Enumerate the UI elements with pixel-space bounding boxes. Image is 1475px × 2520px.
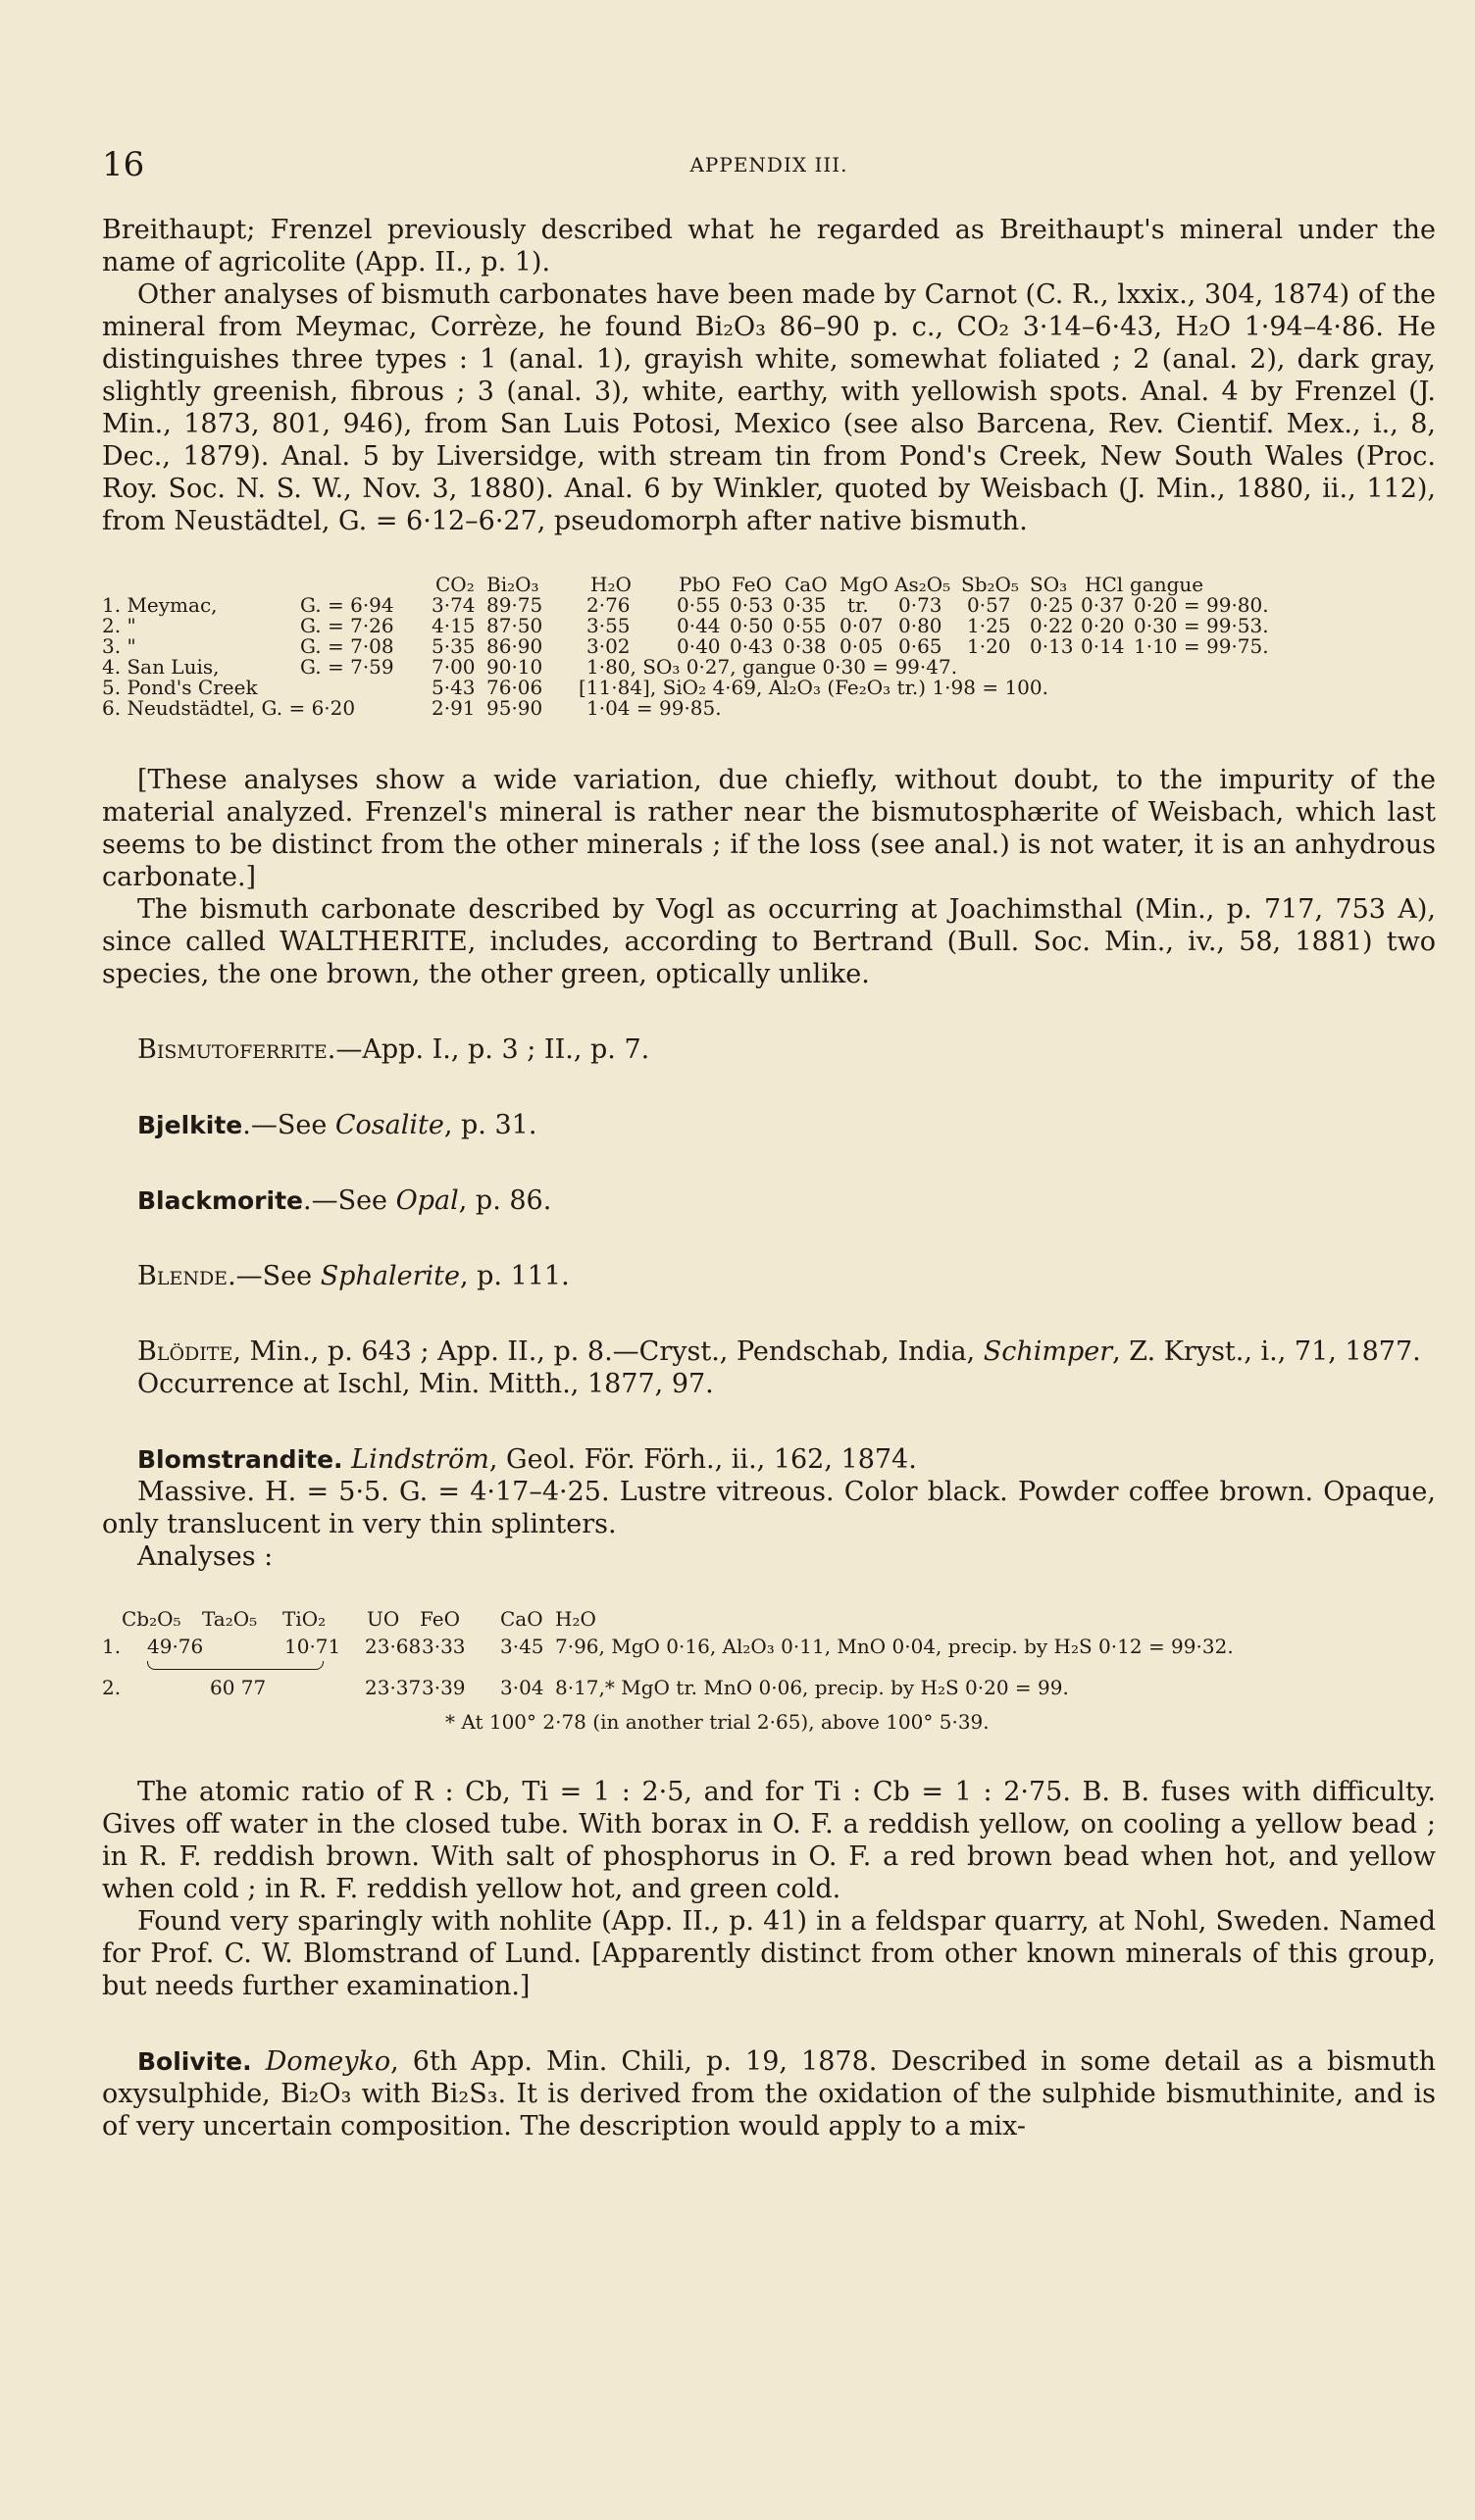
col-header: Cb₂O₅ [122,1607,181,1631]
row-label: 1. Meymac, [102,593,218,617]
row-number: 2. [102,1676,122,1699]
table-cell: 2·91 [432,696,476,720]
entry-name: Bjelkite [137,1111,243,1139]
blomstrandite-analyses-table [102,1606,1436,1739]
entry-text: , Min., p. 643 ; App. II., p. 8.—Cryst., Pendschab, India, [232,1336,984,1367]
blodite-occurrence: Occurrence at Ischl, Min. Mitth., 1877, 97. [137,1369,714,1399]
table-cell: 3·02 [586,634,631,658]
entry-name: Blackmorite [137,1186,303,1215]
table-cell: 0·53 [730,593,774,617]
brace-line [147,1661,324,1670]
table-cell: 0·55 [677,593,721,617]
entry-blomstrandite [102,1443,1436,1476]
table-row [102,616,1436,636]
table-cell: 0·13 [1030,634,1074,658]
table-cell: 0·22 [1030,614,1074,637]
brace-row [102,1661,1436,1675]
row-gravity: G. = 6·94 [300,593,394,617]
entry-text: , p. 111. [459,1261,570,1291]
entry-reference: Sphalerite [320,1261,460,1291]
table-cell: 0·30 = 99·53. [1134,614,1269,637]
table-cell: 90·10 [486,655,543,679]
table-cell: 95·90 [486,696,543,720]
row-label: 4. San Luis, [102,655,220,679]
table-cell: 89·75 [486,593,543,617]
entry-reference: Cosalite [334,1110,444,1140]
table-cell: 7·96, MgO 0·16, Al₂O₃ 0·11, MnO 0·04, precip. by H₂S 0·12 = 99·32. [555,1635,1234,1658]
table-cell: 0·43 [730,634,774,658]
table-cell: 0·57 [967,593,1011,617]
row-label: 5. Pond's Creek [102,676,258,699]
table-cell: 2·76 [586,593,631,617]
blomstrandite-description: Massive. H. = 5·5. G. = 4·17–4·25. Lustre vitreous. Color black. Powder coffee brown. Opaque, only translucent in very thin splinters. [102,1477,1436,1539]
entry-author: Domeyko [265,2046,391,2077]
col-header: H₂O [555,1607,596,1631]
entry-blackmorite [102,1184,1436,1217]
entry-name: Blödite [137,1336,233,1367]
table-cell: 3·45 [500,1635,544,1658]
table-cell: 3·33 [422,1635,466,1658]
table-cell: 0·50 [730,614,774,637]
table-cell: 3·74 [432,593,476,617]
row-gravity: G. = 7·26 [300,614,394,637]
table-cell: 0·35 [783,593,827,617]
table-cell: 8·17,* MgO tr. MnO 0·06, precip. by H₂S 0·20 = 99. [555,1676,1069,1699]
table-cell: 0·44 [677,614,721,637]
col-header: MgO [839,573,889,596]
entry-name: Blomstrandite. [137,1445,343,1474]
entry-reference: Opal [395,1185,459,1216]
entry-text: , Geol. För. Förh., ii., 162, 1874. [488,1444,917,1475]
paragraph-variation-note: [These analyses show a wide variation, due chiefly, without doubt, to the impurity of the material analyzed. Frenzel's mineral is rather near the bismutosphærite of Weisbach, which last seems to be distinct from the other minerals ; if the loss (see anal.) is not water, it is an anhydrous carbonate.] [102,765,1436,892]
paragraph-occurrence: Found very sparingly with nohlite (App. II., p. 41) in a feldspar quarry, at Nohl, Sweden. Named for Prof. C. W. Blomstrand of Lund. [Apparently distinct from other known minerals of this group, but needs further examination.] [102,1906,1436,2001]
table-cell: 1·25 [967,614,1011,637]
entry-bolivite [102,2045,1436,2142]
entry-bjelkite [102,1109,1436,1141]
table-cell: 1·20 [967,634,1011,658]
col-header: Sb₂O₅ [961,573,1019,596]
row-label: 2. " [102,614,136,637]
entry-text: .—See [242,1110,335,1140]
col-header: CaO [785,573,828,596]
row-number: 1. [102,1635,122,1658]
paragraph-waltherite [102,893,1436,990]
col-header: FeO [420,1607,461,1631]
table-cell: 23·37 [365,1676,422,1699]
table-header-row [102,1606,1436,1634]
entry-text: .—App. I., p. 3 ; II., p. 7. [327,1034,650,1065]
col-header: gangue [1130,573,1204,596]
table-cell: 3·04 [500,1676,544,1699]
page [102,137,1436,2142]
table-cell: 0·65 [898,634,942,658]
table-cell: 3·39 [422,1676,466,1699]
table-header-row [102,575,1436,595]
table-row [102,678,1436,698]
table-cell: 0·38 [783,634,827,658]
table-cell: 23·68 [365,1635,422,1658]
row-gravity: G. = 7·08 [300,634,394,658]
col-header: UO [367,1607,400,1631]
table-cell: 1·10 = 99·75. [1134,634,1269,658]
col-header: CO₂ [435,573,475,596]
table-cell: 3·55 [586,614,631,637]
table-cell: 60 77 [210,1676,267,1699]
col-header: HCl [1085,573,1124,596]
table-cell: 0·14 [1081,634,1125,658]
table-cell: 0·40 [677,634,721,658]
col-header: TiO₂ [282,1607,327,1631]
entry-text: , Z. Kryst., i., 71, 1877. [1112,1336,1421,1367]
entry-text: .—See [228,1261,321,1291]
table-cell: 0·20 = 99·80. [1134,593,1269,617]
table-cell: 5·35 [432,634,476,658]
page-header [102,137,1436,196]
table-cell: 10·71 [284,1635,341,1658]
entry-name: Blende [137,1261,229,1291]
table-cell: 76·06 [486,676,543,699]
entry-text: , p. 31. [443,1110,537,1140]
table-cell: 0·80 [898,614,942,637]
entry-bismutoferrite [102,1033,1436,1066]
table-cell: 0·05 [839,634,884,658]
analyses-label: Analyses : [137,1541,274,1572]
table-row [102,1634,1436,1661]
entry-reference: Schimper [983,1336,1113,1367]
table-cell: 1·80, SO₃ 0·27, gangue 0·30 = 99·47. [586,655,958,679]
row-label: 6. Neudstädtel, G. = 6·20 [102,696,356,720]
table-cell: 0·07 [839,614,884,637]
footnote: * At 100° 2·78 (in another trial 2·65), above 100° 5·39. [445,1710,990,1734]
paragraph-atomic-ratio: The atomic ratio of R : Cb, Ti = 1 : 2·5, and for Ti : Cb = 1 : 2·75. B. B. fuses with difficulty. Gives off water in the closed tube. With borax in O. F. a reddish yellow, on cooling a yellow bead ; in R. F. reddish brown. With salt of phosphorus in O. F. a red brown bead when hot, and yellow when cold ; in R. F. reddish yellow hot, and green cold. [102,1777,1436,1904]
entry-text: .—See [302,1185,396,1216]
entry-blodite [102,1336,1436,1368]
running-head: APPENDIX III. [689,153,848,176]
table-cell: 5·43 [432,676,476,699]
table-cell: 0·55 [783,614,827,637]
table-cell: 86·90 [486,634,543,658]
entry-text: , p. 86. [458,1185,552,1216]
paragraph-breithaupt: Breithaupt; Frenzel previously described what he regarded as Breithaupt's mineral under the name of agricolite (App. II., p. 1). [102,215,1436,277]
table-row [102,595,1436,616]
table-cell: 7·00 [432,655,476,679]
entry-blende [102,1260,1436,1292]
col-header: PbO [679,573,721,596]
table-cell: 0·20 [1081,614,1125,637]
col-header: SO₃ [1030,573,1068,596]
table-cell: tr. [847,593,869,617]
table-row [102,1675,1436,1702]
entry-author: Lindström [351,1444,489,1475]
table-cell: 87·50 [486,614,543,637]
row-gravity: G. = 7·59 [300,655,394,679]
table-row [102,657,1436,678]
table-cell: [11·84], SiO₂ 4·69, Al₂O₃ (Fe₂O₃ tr.) 1·98 = 100. [579,676,1048,699]
table-cell: 1·04 = 99·85. [586,696,722,720]
col-header: Ta₂O₅ [202,1607,258,1631]
table-row [102,636,1436,657]
col-header: Bi₂O₃ [486,573,539,596]
page-number: 16 [102,145,145,184]
col-header: CaO [500,1607,543,1631]
col-header: As₂O₅ [894,573,951,596]
entry-name: Bismutoferrite [137,1034,328,1065]
col-header: H₂O [590,573,632,596]
entry-text: , 6th App. Min. Chili, p. 19, 1878. Described in some detail as a bismuth oxysulphide, Bi₂O₃ with Bi₂S₃. It is derived from the oxidation of the sulphide bismuthinite, and is of very uncertain composition. The description would apply to a mix- [102,2046,1436,2142]
paragraph-other-analyses: Other analyses of bismuth carbonates have been made by Carnot (C. R., lxxix., 304, 1874) of the mineral from Meymac, Corrèze, he found Bi₂O₃ 86–90 p. c., CO₂ 3·14–6·43, H₂O 1·94–4·86. He distinguishes three types : 1 (anal. 1), grayish white, somewhat foliated ; 2 (anal. 2), dark gray, slightly greenish, fibrous ; 3 (anal. 3), white, earthy, with yellowish spots. Anal. 4 by Frenzel (J. Min., 1873, 801, 946), from San Luis Potosi, Mexico (see also Barcena, Rev. Cientif. Mex., i., 8, Dec., 1879). Anal. 5 by Liversidge, with stream tin from Pond's Creek, New South Wales (Proc. Roy. Soc. N. S. W., Nov. 3, 1880). Anal. 6 by Winkler, quoted by Weisbach (J. Min., 1880, ii., 112), from Neustädtel, G. = 6·12–6·27, pseudomorph after native bismuth. [102,279,1436,536]
row-label: 3. " [102,634,136,658]
table-cell: 4·15 [432,614,476,637]
entry-name: Bolivite. [137,2047,252,2076]
bismuth-analyses-table [102,575,1436,719]
table-cell: 0·37 [1081,593,1125,617]
table-cell: 0·25 [1030,593,1074,617]
table-cell: 49·76 [147,1635,204,1658]
table-row [102,698,1436,719]
waltherite-text: The bismuth carbonate described by Vogl as occurring at Joachimsthal (Min., p. 717, 753 A), since called WALTHERITE, includes, according to Bertrand (Bull. Soc. Min., iv., 58, 1881) two species, the one brown, the other green, optically unlike. [102,894,1436,989]
col-header: FeO [732,573,773,596]
table-cell: 0·73 [898,593,942,617]
